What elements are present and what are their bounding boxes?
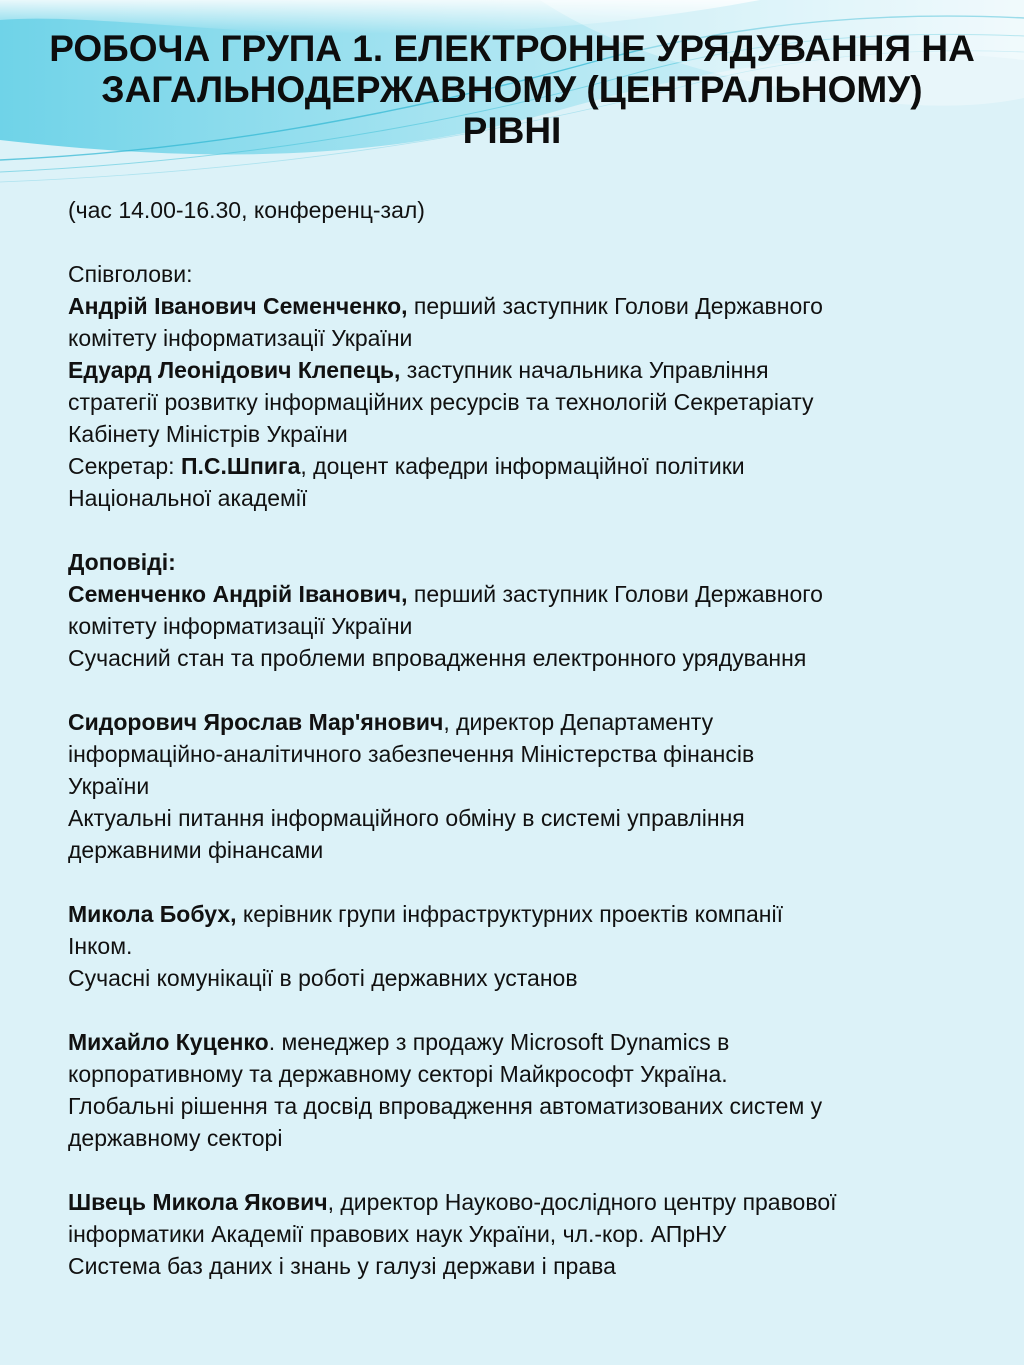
report-4-position-cont: корпоративному та державному секторі Майкрософт Україна.	[68, 1061, 728, 1087]
session-program	[68, 194, 968, 1282]
report-4-name: Михайло Куценко	[68, 1029, 269, 1055]
spacer	[68, 866, 968, 898]
report-1-position: перший заступник Голови Державного	[407, 581, 823, 607]
report-3-position: керівник групи інфраструктурних проектів компанії	[236, 901, 784, 927]
title-line-3: РІВНІ	[462, 110, 562, 151]
cochair-1	[68, 290, 968, 322]
reports-heading	[68, 546, 968, 578]
cochair-2-position-cont: стратегії розвитку інформаційних ресурсів та технологій Секретаріату	[68, 389, 814, 415]
spacer	[68, 1154, 968, 1186]
report-3-topic: Сучасні комунікації в роботі державних установ	[68, 965, 578, 991]
cochair-2-name: Едуард Леонідович Клепець,	[68, 357, 401, 383]
report-3-speaker	[68, 898, 968, 930]
report-3-name: Микола Бобух,	[68, 901, 237, 927]
cochair-2-position: заступник начальника Управління	[400, 357, 769, 383]
report-2-position-cont: інформаційно-аналітичного забезпечення Міністерства фінансів	[68, 741, 755, 767]
report-1-position-cont: комітету інформатизації України	[68, 613, 413, 639]
report-1-speaker	[68, 578, 968, 610]
reports-heading-text: Доповіді:	[68, 549, 176, 575]
spacer	[68, 994, 968, 1026]
spacer	[68, 674, 968, 706]
page-title	[40, 28, 984, 151]
report-5-name: Швець Микола Якович	[68, 1189, 328, 1215]
title-line-1: РОБОЧА ГРУПА 1. ЕЛЕКТРОННЕ УРЯДУВАННЯ НА	[49, 28, 975, 69]
secretary-position: , доцент кафедри інформаційної політики	[300, 453, 745, 479]
title-line-2: ЗАГАЛЬНОДЕРЖАВНОМУ (ЦЕНТРАЛЬНОМУ)	[101, 69, 923, 110]
secretary-label: Секретар:	[68, 453, 181, 479]
cochair-2	[68, 354, 968, 386]
report-4-topic: Глобальні рішення та досвід впровадження автоматизованих систем у	[68, 1093, 823, 1119]
report-2-name: Сидорович Ярослав Мар'янович	[68, 709, 444, 735]
report-2-topic-cont: державними фінансами	[68, 837, 324, 863]
report-2-topic: Актуальні питання інформаційного обміну в системі управління	[68, 805, 745, 831]
secretary	[68, 450, 968, 482]
report-5-speaker	[68, 1186, 968, 1218]
report-3-position-cont: Інком.	[68, 933, 133, 959]
report-4-topic-cont: державному секторі	[68, 1125, 283, 1151]
report-5-topic: Система баз даних і знань у галузі держави і права	[68, 1253, 616, 1279]
cochair-1-name: Андрій Іванович Семенченко,	[68, 293, 408, 319]
cochair-2-position-cont-2: Кабінету Міністрів України	[68, 421, 348, 447]
report-2-position: , директор Департаменту	[443, 709, 714, 735]
cochair-1-position: перший заступник Голови Державного	[407, 293, 823, 319]
cochair-1-position-cont: комітету інформатизації України	[68, 325, 413, 351]
report-4-speaker	[68, 1026, 968, 1058]
secretary-position-cont: Національної академії	[68, 485, 308, 511]
report-1-topic: Сучасний стан та проблеми впровадження електронного урядування	[68, 645, 807, 671]
report-1-name: Семенченко Андрій Іванович,	[68, 581, 408, 607]
spacer	[68, 226, 968, 258]
report-2-speaker	[68, 706, 968, 738]
report-4-position: . менеджер з продажу Microsoft Dynamics в	[268, 1029, 730, 1055]
spacer	[68, 514, 968, 546]
report-2-position-cont-2: України	[68, 773, 150, 799]
secretary-name: П.С.Шпига	[180, 453, 301, 479]
session-info: (час 14.00-16.30, конференц-зал)	[68, 197, 425, 223]
cochairs-heading: Співголови:	[68, 261, 193, 287]
report-5-position-cont: інформатики Академії правових наук України, чл.-кор. АПрНУ	[68, 1221, 727, 1247]
report-5-position: , директор Науково-дослідного центру правової	[327, 1189, 837, 1215]
